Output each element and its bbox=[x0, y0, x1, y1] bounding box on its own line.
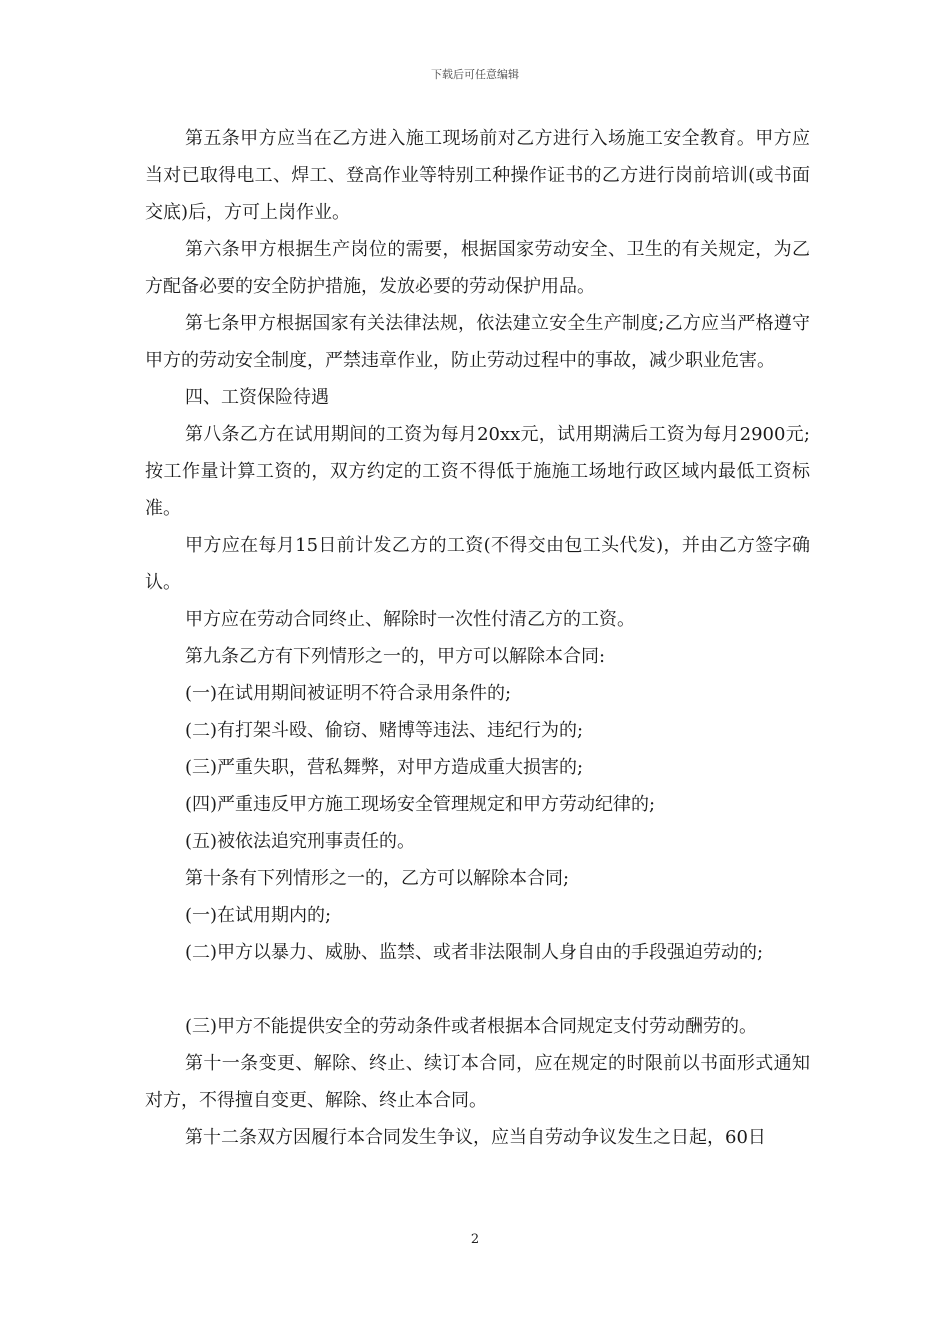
blank-line bbox=[145, 971, 810, 1008]
document-body bbox=[145, 120, 810, 1156]
paragraph-wage-payment: 甲方应在每月15日前计发乙方的工资(不得交由包工头代发)，并由乙方签字确认。 bbox=[145, 535, 810, 593]
paragraph-article-9: 第九条乙方有下列情形之一的，甲方可以解除本合同: bbox=[185, 646, 606, 667]
list-item: (四)严重违反甲方施工现场安全管理规定和甲方劳动纪律的; bbox=[185, 794, 656, 815]
list-item: (二)甲方以暴力、威胁、监禁、或者非法限制人身自由的手段强迫劳动的; bbox=[185, 942, 764, 963]
paragraph-article-11: 第十一条变更、解除、终止、续订本合同，应在规定的时限前以书面形式通知对方，不得擅自变更、解除、终止本合同。 bbox=[145, 1053, 810, 1111]
paragraph-article-8: 第八条乙方在试用期间的工资为每月20xx元，试用期满后工资为每月2900元;按工作量计算工资的，双方约定的工资不得低于施施工场地行政区域内最低工资标准。 bbox=[145, 424, 810, 519]
list-item: (一)在试用期内的; bbox=[185, 905, 332, 926]
list-item: (三)甲方不能提供安全的劳动条件或者根据本合同规定支付劳动酬劳的。 bbox=[185, 1016, 758, 1037]
paragraph-article-5: 第五条甲方应当在乙方进入施工现场前对乙方进行入场施工安全教育。甲方应当对已取得电工、焊工、登高作业等特别工种操作证书的乙方进行岗前培训(或书面交底)后，方可上岗作业。 bbox=[145, 128, 810, 223]
paragraph-article-12: 第十二条双方因履行本合同发生争议，应当自劳动争议发生之日起，60日 bbox=[185, 1127, 766, 1148]
page-number: 2 bbox=[470, 1232, 480, 1247]
list-item: (五)被依法追究刑事责任的。 bbox=[185, 831, 416, 852]
page-header: 下载后可任意编辑 bbox=[431, 68, 519, 81]
list-item: (二)有打架斗殴、偷窃、赌博等违法、违纪行为的; bbox=[185, 720, 584, 741]
paragraph-article-10: 第十条有下列情形之一的，乙方可以解除本合同; bbox=[185, 868, 570, 889]
section-heading-wages: 四、工资保险待遇 bbox=[185, 387, 329, 408]
paragraph-article-7: 第七条甲方根据国家有关法律法规，依法建立安全生产制度;乙方应当严格遵守甲方的劳动安全制度，严禁违章作业，防止劳动过程中的事故，减少职业危害。 bbox=[145, 313, 810, 371]
list-item: (一)在试用期间被证明不符合录用条件的; bbox=[185, 683, 512, 704]
paragraph-article-6: 第六条甲方根据生产岗位的需要，根据国家劳动安全、卫生的有关规定，为乙方配备必要的安全防护措施，发放必要的劳动保护用品。 bbox=[145, 239, 810, 297]
list-item: (三)严重失职，营私舞弊，对甲方造成重大损害的; bbox=[185, 757, 584, 778]
paragraph-wage-settlement: 甲方应在劳动合同终止、解除时一次性付清乙方的工资。 bbox=[185, 609, 635, 630]
